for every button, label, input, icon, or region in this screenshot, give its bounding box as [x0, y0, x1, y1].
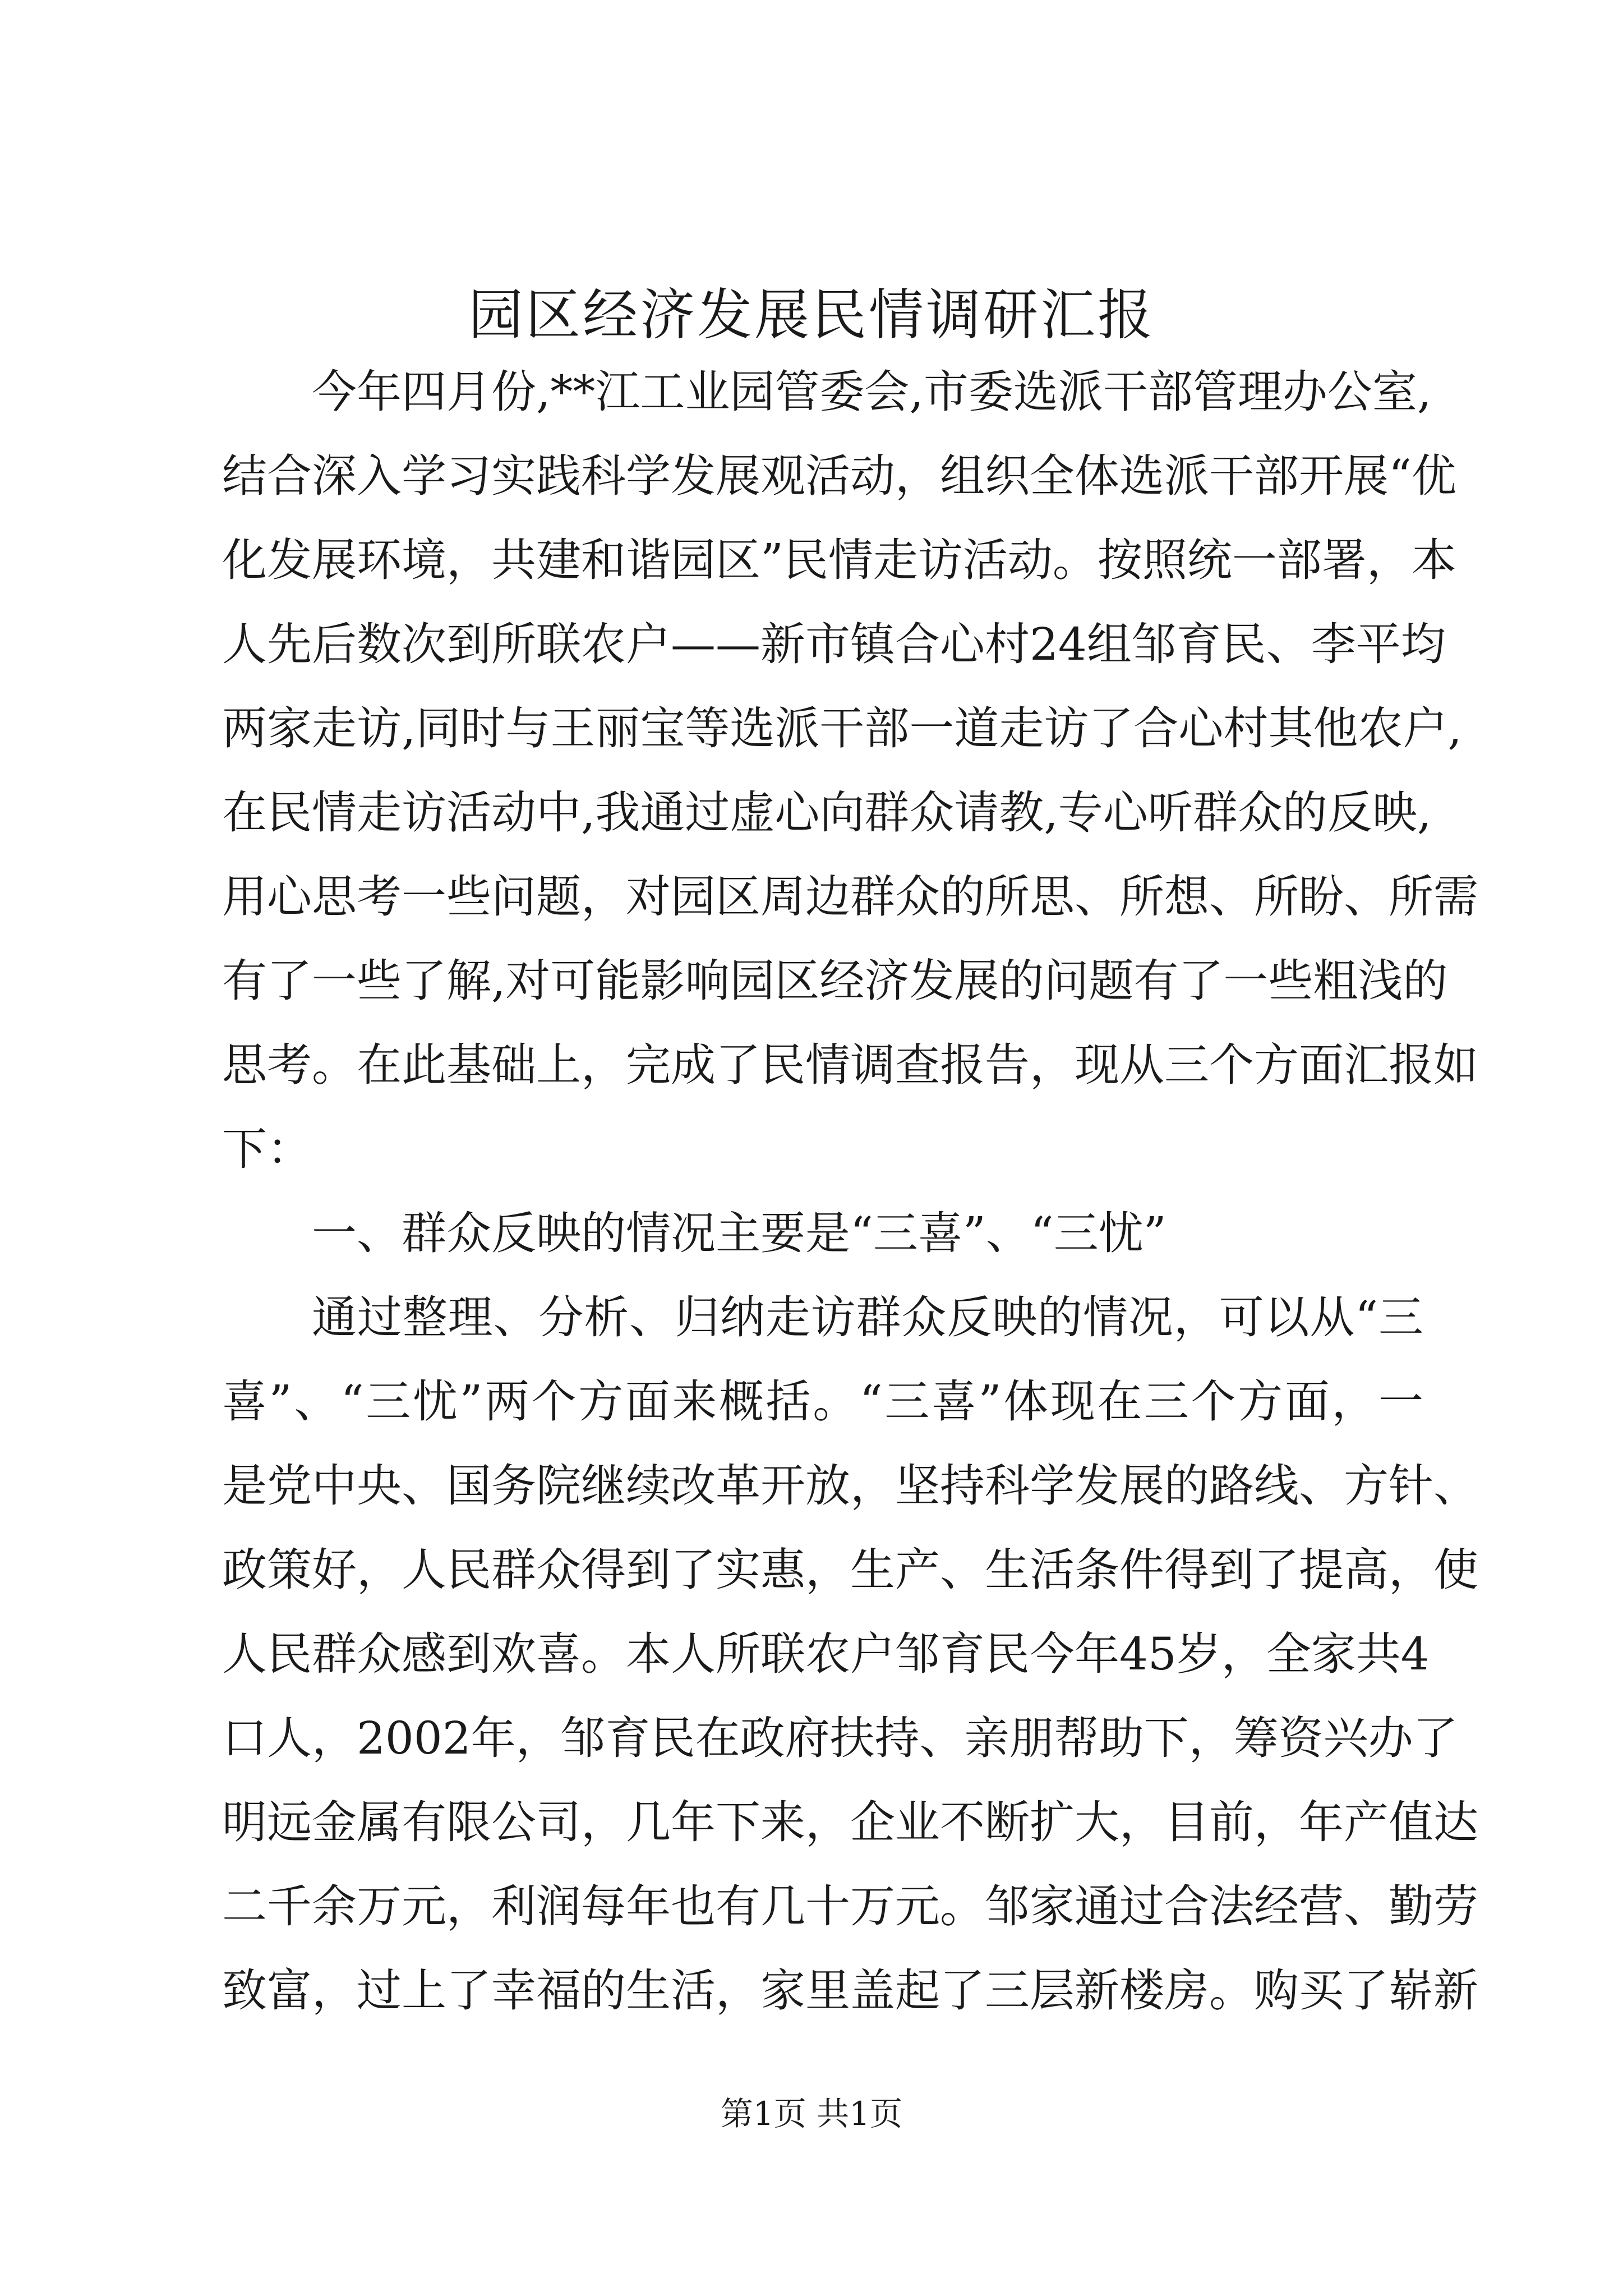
text-line: 通过整理、分析、归纳走访群众反映的情况，可以从“三: [312, 1291, 1423, 1343]
text-line: 是党中央、国务院继续改革开放，坚持科学发展的路线、方针、: [222, 1460, 1478, 1512]
text-line: 下：: [222, 1123, 312, 1175]
text-line: 人先后数次到所联农户——新市镇合心村24组邹育民、李平均: [222, 618, 1446, 670]
text-line: 化发展环境，共建和谐园区”民情走访活动。按照统一部署，本: [222, 534, 1456, 586]
text-line: 二千余万元，利润每年也有几十万元。邹家通过合法经营、勤劳: [222, 1880, 1478, 1932]
document-body: [222, 350, 1478, 2033]
text-line: 喜”、“三忧”两个方面来概括。“三喜”体现在三个方面，一: [222, 1375, 1423, 1428]
text-line: 政策好，人民群众得到了实惠，生产、生活条件得到了提高，使: [222, 1544, 1478, 1596]
text-line: 明远金属有限公司，几年下来，企业不断扩大，目前，年产值达: [222, 1796, 1478, 1848]
text-line: 今年四月份,**江工业园管委会,市委选派干部管理办公室,: [312, 366, 1432, 418]
text-line: 有了一些了解,对可能影响园区经济发展的问题有了一些粗浅的: [222, 955, 1448, 1007]
text-line: 结合深入学习实践科学发展观活动，组织全体选派干部开展“优: [222, 450, 1456, 502]
text-line: 口人，2002年，邹育民在政府扶持、亲朋帮助下，筹资兴办了: [222, 1712, 1458, 1764]
text-line: 两家走访,同时与王丽宝等选派干部一道走访了合心村其他农户,: [222, 702, 1462, 754]
text-line: 在民情走访活动中,我通过虚心向群众请教,专心听群众的反映,: [222, 786, 1432, 839]
text-line: 人民群众感到欢喜。本人所联农户邹育民今年45岁，全家共4: [222, 1628, 1430, 1680]
text-line: 思考。在此基础上，完成了民情调查报告，现从三个方面汇报如: [222, 1039, 1478, 1091]
document-title: 园区经济发展民情调研汇报: [468, 283, 1155, 347]
page-footer: 第1页 共1页: [720, 2095, 903, 2133]
text-line: 致富，过上了幸福的生活，家里盖起了三层新楼房。购买了崭新: [222, 1964, 1478, 2017]
text-line: 一、群众反映的情况主要是“三喜”、“三忧”: [312, 1207, 1166, 1259]
text-line: 用心思考一些问题，对园区周边群众的所思、所想、所盼、所需: [222, 871, 1478, 923]
